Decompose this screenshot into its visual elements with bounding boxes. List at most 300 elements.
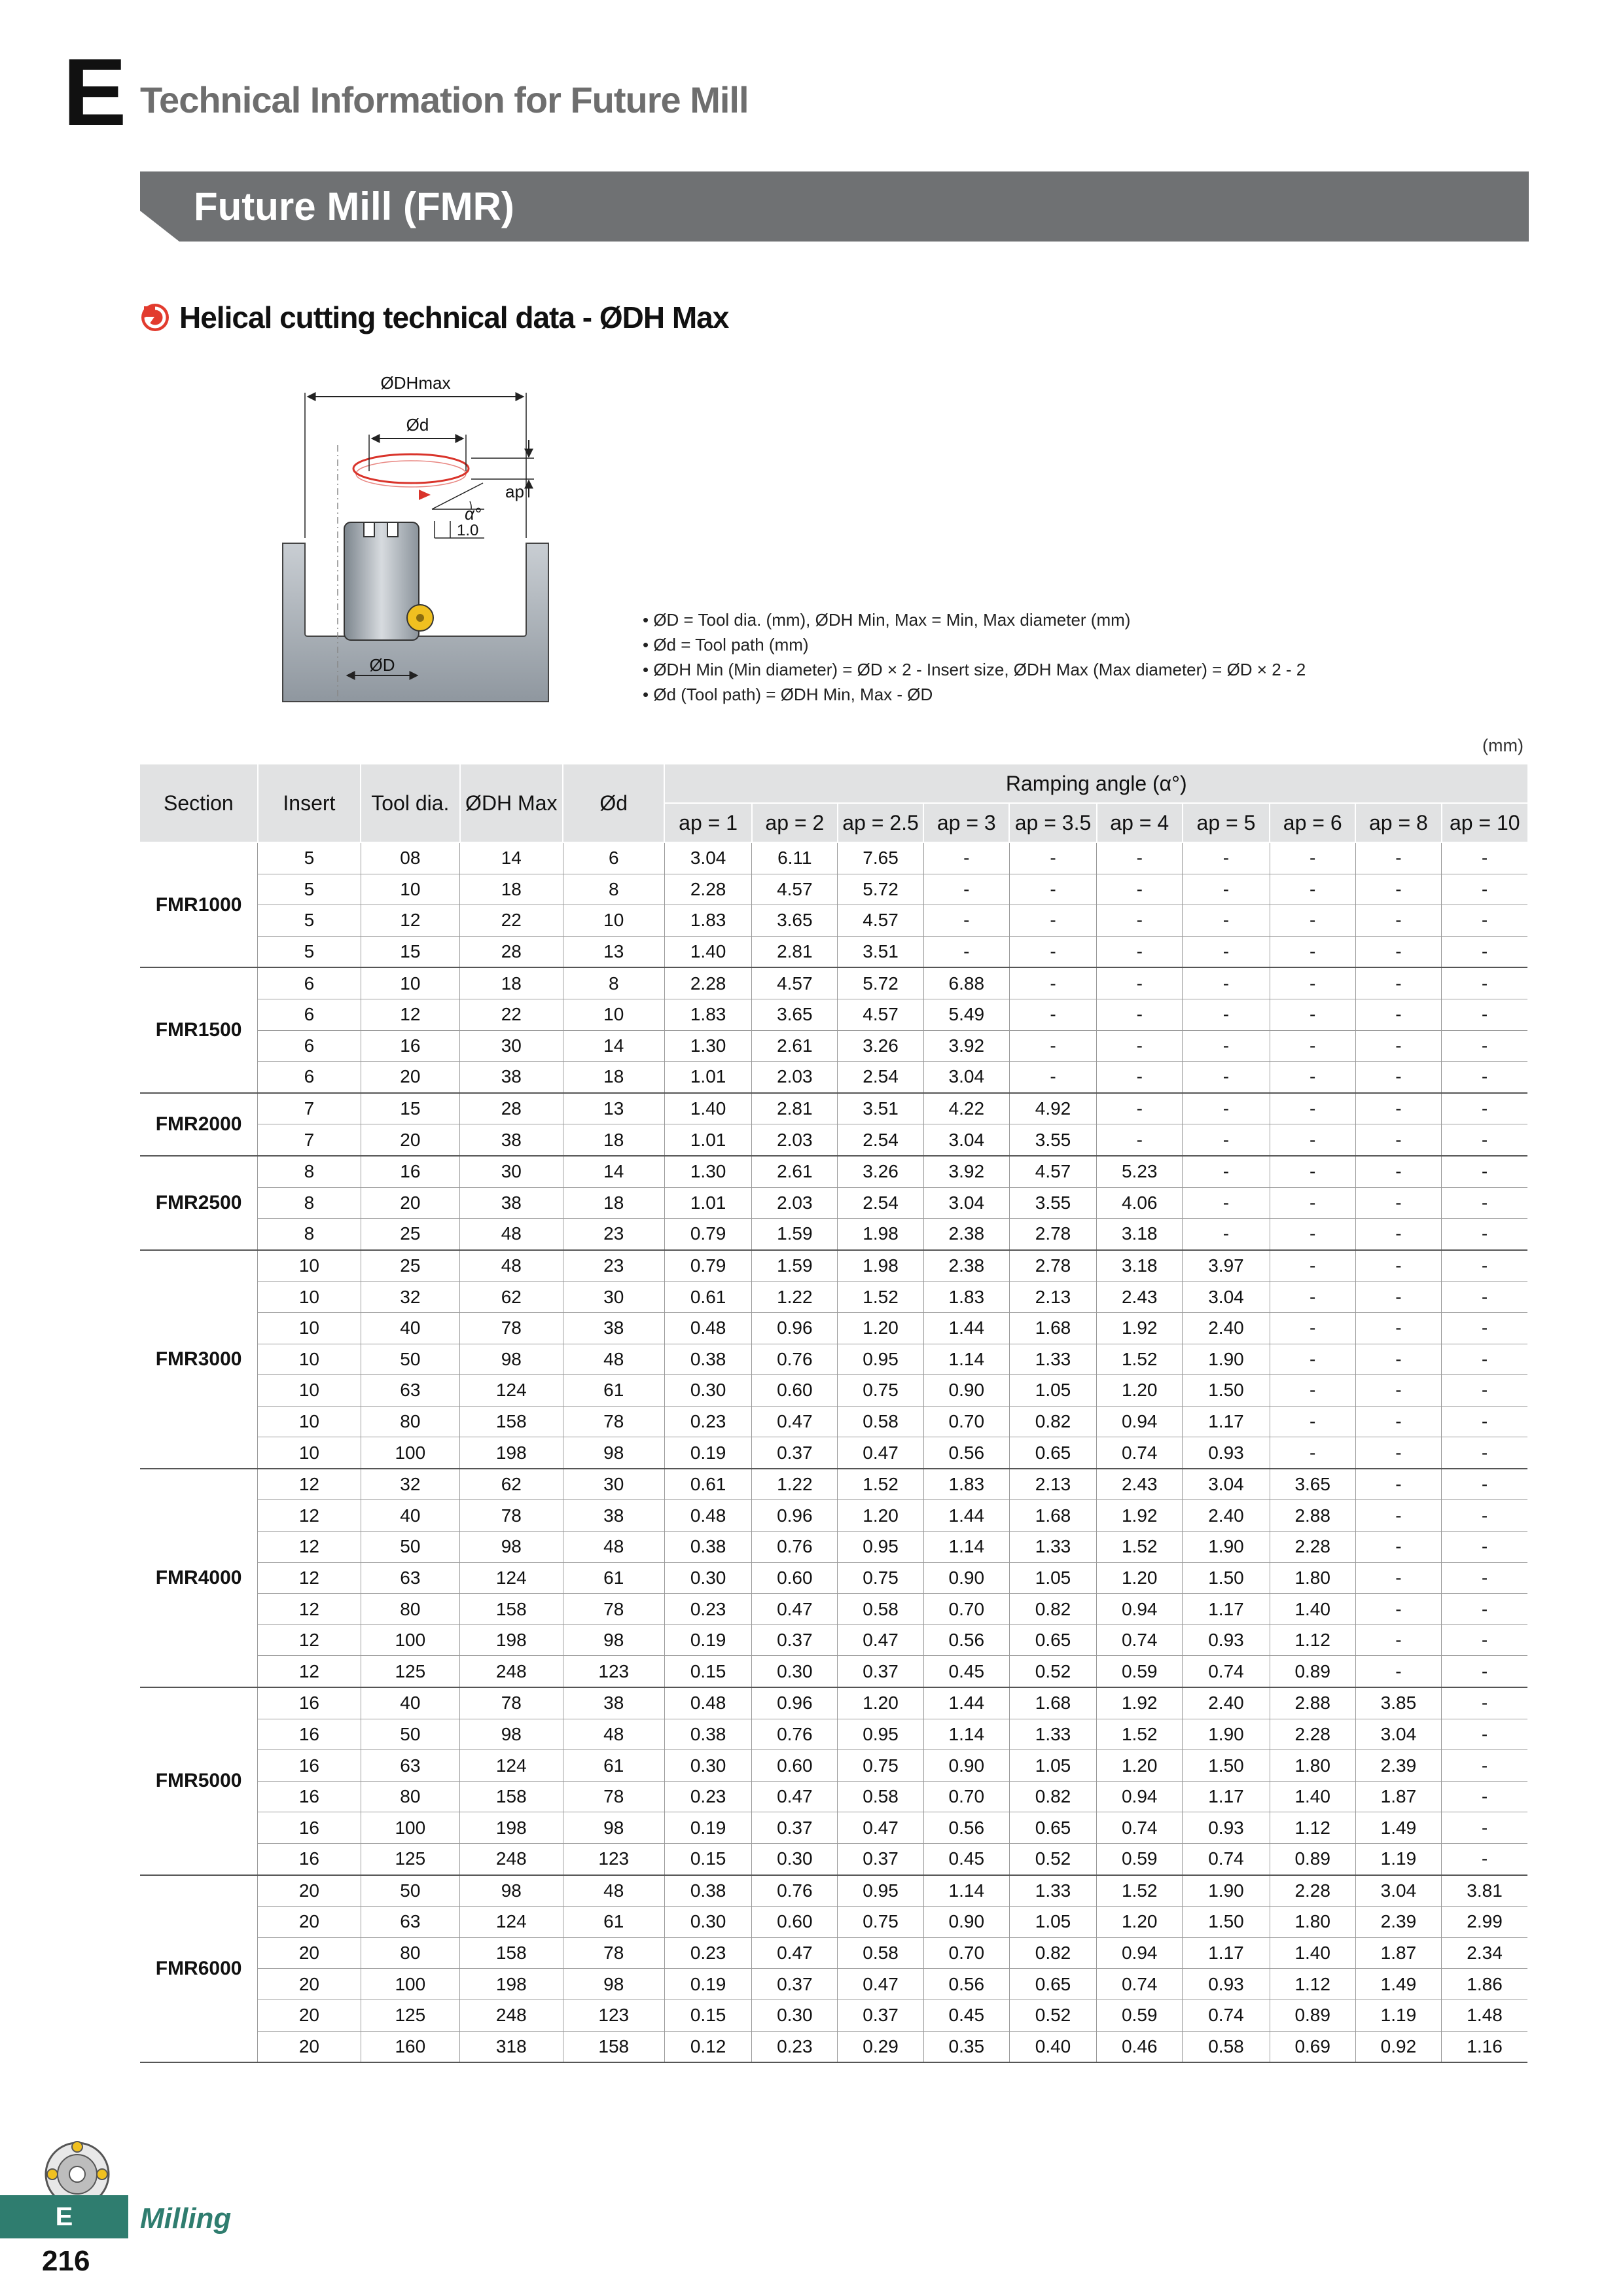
table-cell: 98: [460, 1344, 563, 1375]
table-cell: 1.98: [838, 1219, 923, 1250]
diagram-label-alpha: α°: [465, 504, 482, 524]
diagram-label-d-path: Ød: [406, 415, 429, 435]
table-cell: -: [1355, 874, 1441, 905]
table-cell: 80: [361, 1937, 459, 1969]
table-cell: 0.37: [752, 1624, 838, 1656]
table-cell: 0.96: [752, 1500, 838, 1532]
table-cell: 10: [258, 1250, 361, 1282]
table-cell: 5: [258, 874, 361, 905]
table-cell: 0.47: [838, 1437, 923, 1469]
table-cell: 158: [563, 2031, 664, 2062]
table-cell: 1.33: [1009, 1875, 1096, 1907]
table-cell: -: [1270, 1030, 1355, 1062]
table-cell: 1.50: [1183, 1375, 1270, 1407]
header-tool-dia: Tool dia.: [361, 764, 459, 842]
table-cell: 50: [361, 1344, 459, 1375]
table-cell: 0.23: [664, 1594, 751, 1625]
table-cell: 2.40: [1183, 1312, 1270, 1344]
table-cell: 0.37: [752, 1437, 838, 1469]
table-cell: 4.57: [752, 967, 838, 999]
table-cell: -: [1009, 1030, 1096, 1062]
table-cell: 1.52: [1097, 1875, 1183, 1907]
footer-category: Milling: [140, 2202, 232, 2234]
table-cell: 3.65: [1270, 1469, 1355, 1500]
table-cell: 20: [258, 1937, 361, 1969]
table-row: [140, 1437, 1527, 1469]
table-cell: 3.04: [923, 1187, 1009, 1219]
table-cell: 78: [563, 1594, 664, 1625]
table-cell: 10: [258, 1282, 361, 1313]
table-cell: 80: [361, 1781, 459, 1812]
header-ap: ap = 3: [923, 803, 1009, 842]
table-cell: 0.82: [1009, 1937, 1096, 1969]
table-cell: -: [1442, 1124, 1527, 1156]
table-cell: 10: [258, 1375, 361, 1407]
table-cell: 12: [258, 1656, 361, 1687]
table-cell: 38: [460, 1187, 563, 1219]
table-row: [140, 1469, 1527, 1500]
table-cell: 1.12: [1270, 1812, 1355, 1844]
table-cell: 2.03: [752, 1062, 838, 1093]
table-cell: -: [1270, 1437, 1355, 1469]
section-letter: E: [63, 39, 124, 145]
table-cell: 0.60: [752, 1375, 838, 1407]
table-cell: 1.14: [923, 1532, 1009, 1563]
table-cell: 0.30: [752, 1844, 838, 1875]
table-cell: 2.81: [752, 1093, 838, 1124]
table-cell: -: [1270, 1250, 1355, 1282]
header-ap: ap = 6: [1270, 803, 1355, 842]
table-cell: -: [1183, 842, 1270, 874]
table-cell: 3.51: [838, 1093, 923, 1124]
table-cell: 0.75: [838, 1907, 923, 1938]
table-cell: -: [1270, 1187, 1355, 1219]
table-cell: 1.20: [838, 1312, 923, 1344]
table-cell: 0.56: [923, 1624, 1009, 1656]
table-cell: 16: [258, 1750, 361, 1782]
table-cell: -: [1097, 874, 1183, 905]
table-cell: 0.76: [752, 1719, 838, 1750]
table-cell: -: [1442, 1844, 1527, 1875]
table-cell: -: [1442, 936, 1527, 967]
table-cell: 1.20: [1097, 1750, 1183, 1782]
table-cell: 2.40: [1183, 1500, 1270, 1532]
table-cell: 0.23: [664, 1406, 751, 1437]
table-cell: 0.74: [1183, 2000, 1270, 2031]
table-row: [140, 999, 1527, 1030]
table-cell: 158: [460, 1406, 563, 1437]
table-cell: -: [1355, 1282, 1441, 1313]
table-cell: -: [1355, 1344, 1441, 1375]
table-cell: 0.74: [1097, 1624, 1183, 1656]
table-cell: 0.95: [838, 1532, 923, 1563]
table-cell: 2.28: [1270, 1532, 1355, 1563]
table-cell: 1.50: [1183, 1907, 1270, 1938]
table-cell: 1.19: [1355, 1844, 1441, 1875]
table-cell: 0.45: [923, 2000, 1009, 2031]
table-cell: 78: [563, 1937, 664, 1969]
table-cell: 12: [258, 1624, 361, 1656]
table-cell: 0.47: [752, 1406, 838, 1437]
table-cell: 22: [460, 905, 563, 937]
table-cell: -: [1355, 1219, 1441, 1250]
table-cell: -: [1009, 842, 1096, 874]
table-cell: -: [1355, 1656, 1441, 1687]
table-cell: -: [1097, 1030, 1183, 1062]
table-cell: -: [1442, 1624, 1527, 1656]
table-cell: 123: [563, 1844, 664, 1875]
table-cell: -: [1270, 1406, 1355, 1437]
table-cell: 0.52: [1009, 1656, 1096, 1687]
table-row: [140, 1562, 1527, 1594]
table-cell: 2.88: [1270, 1687, 1355, 1719]
table-cell: 10: [361, 967, 459, 999]
table-cell: 0.19: [664, 1812, 751, 1844]
table-cell: 98: [460, 1719, 563, 1750]
table-cell: 32: [361, 1282, 459, 1313]
table-cell: 0.45: [923, 1844, 1009, 1875]
table-cell: 0.70: [923, 1594, 1009, 1625]
diagram-label-tool-dia: ØD: [369, 655, 395, 675]
table-cell: 3.65: [752, 999, 838, 1030]
table-cell: 12: [258, 1469, 361, 1500]
table-cell: 1.68: [1009, 1687, 1096, 1719]
table-cell: 30: [563, 1282, 664, 1313]
table-cell: 61: [563, 1907, 664, 1938]
table-row: [140, 1781, 1527, 1812]
table-cell: 0.75: [838, 1375, 923, 1407]
table-cell: 40: [361, 1500, 459, 1532]
table-cell: 98: [460, 1532, 563, 1563]
header-ramping-angle: Ramping angle (α°): [664, 764, 1527, 803]
table-cell: 10: [563, 905, 664, 937]
table-cell: -: [1355, 1030, 1441, 1062]
table-cell: 50: [361, 1875, 459, 1907]
table-cell: 38: [563, 1687, 664, 1719]
table-cell: -: [1355, 967, 1441, 999]
table-cell: 14: [563, 1156, 664, 1187]
table-cell: 0.48: [664, 1500, 751, 1532]
table-cell: 2.34: [1442, 1937, 1527, 1969]
table-cell: -: [1355, 1312, 1441, 1344]
table-row: [140, 842, 1527, 874]
table-cell: 0.96: [752, 1312, 838, 1344]
table-cell: 4.22: [923, 1093, 1009, 1124]
table-cell: 1.33: [1009, 1532, 1096, 1563]
table-row: [140, 1624, 1527, 1656]
table-row: [140, 1687, 1527, 1719]
table-cell: 0.58: [838, 1406, 923, 1437]
table-cell: -: [1355, 1093, 1441, 1124]
table-cell: 4.57: [838, 905, 923, 937]
table-cell: 0.30: [664, 1375, 751, 1407]
table-cell: -: [1097, 842, 1183, 874]
table-cell: 1.83: [664, 905, 751, 937]
table-cell: 3.04: [664, 842, 751, 874]
table-cell: 2.43: [1097, 1282, 1183, 1313]
table-row: [140, 1062, 1527, 1093]
table-cell: 0.19: [664, 1437, 751, 1469]
table-cell: 3.85: [1355, 1687, 1441, 1719]
note-line: • Ød (Tool path) = ØDH Min, Max - ØD: [643, 685, 933, 704]
table-cell: 198: [460, 1969, 563, 2000]
table-cell: 1.44: [923, 1312, 1009, 1344]
table-cell: 318: [460, 2031, 563, 2062]
table-cell: 12: [258, 1594, 361, 1625]
table-cell: 1.68: [1009, 1500, 1096, 1532]
table-cell: 18: [563, 1062, 664, 1093]
section-cell: FMR5000: [140, 1687, 258, 1875]
table-row: [140, 1250, 1527, 1282]
table-cell: 1.20: [1097, 1562, 1183, 1594]
table-cell: 1.14: [923, 1344, 1009, 1375]
arrow-circle-icon: [140, 302, 170, 332]
table-cell: 0.95: [838, 1344, 923, 1375]
table-cell: 0.76: [752, 1344, 838, 1375]
table-cell: -: [1442, 967, 1527, 999]
table-cell: 248: [460, 2000, 563, 2031]
table-cell: -: [1183, 874, 1270, 905]
table-cell: 0.30: [664, 1750, 751, 1782]
table-row: [140, 874, 1527, 905]
table-cell: 20: [361, 1187, 459, 1219]
table-cell: 4.92: [1009, 1093, 1096, 1124]
table-cell: 0.74: [1183, 1656, 1270, 1687]
section-cell: FMR6000: [140, 1875, 258, 2063]
table-cell: 1.59: [752, 1250, 838, 1282]
table-cell: 0.30: [664, 1907, 751, 1938]
table-cell: -: [1355, 1500, 1441, 1532]
table-cell: 2.43: [1097, 1469, 1183, 1500]
table-cell: 0.38: [664, 1344, 751, 1375]
table-cell: -: [1097, 1124, 1183, 1156]
table-cell: 2.28: [664, 874, 751, 905]
table-cell: 1.14: [923, 1719, 1009, 1750]
table-cell: 0.70: [923, 1406, 1009, 1437]
table-cell: 1.90: [1183, 1532, 1270, 1563]
table-cell: -: [923, 842, 1009, 874]
table-cell: 3.97: [1183, 1250, 1270, 1282]
table-cell: 1.17: [1183, 1594, 1270, 1625]
table-row: [140, 1219, 1527, 1250]
table-cell: 8: [563, 967, 664, 999]
table-cell: 1.20: [1097, 1375, 1183, 1407]
table-cell: 0.65: [1009, 1624, 1096, 1656]
table-cell: 2.54: [838, 1062, 923, 1093]
table-cell: 4.06: [1097, 1187, 1183, 1219]
table-cell: 78: [460, 1687, 563, 1719]
table-cell: 48: [563, 1875, 664, 1907]
table-cell: 1.83: [664, 999, 751, 1030]
table-cell: 3.51: [838, 936, 923, 967]
table-cell: 48: [563, 1719, 664, 1750]
table-cell: 0.35: [923, 2031, 1009, 2062]
table-cell: 0.92: [1355, 2031, 1441, 2062]
table-cell: 10: [258, 1406, 361, 1437]
table-cell: 50: [361, 1532, 459, 1563]
table-cell: 0.89: [1270, 1656, 1355, 1687]
table-row: [140, 1969, 1527, 2000]
table-cell: 0.37: [838, 1844, 923, 1875]
table-row: [140, 1124, 1527, 1156]
table-cell: 0.23: [752, 2031, 838, 2062]
table-cell: -: [1442, 842, 1527, 874]
table-cell: 0.56: [923, 1812, 1009, 1844]
table-row: [140, 1187, 1527, 1219]
table-cell: 5.49: [923, 999, 1009, 1030]
table-cell: 1.87: [1355, 1937, 1441, 1969]
table-cell: 0.75: [838, 1750, 923, 1782]
table-row: [140, 905, 1527, 937]
table-cell: -: [1009, 999, 1096, 1030]
table-cell: 6: [258, 967, 361, 999]
table-cell: 0.19: [664, 1624, 751, 1656]
table-cell: 0.56: [923, 1437, 1009, 1469]
table-cell: 1.12: [1270, 1969, 1355, 2000]
table-cell: 0.58: [838, 1781, 923, 1812]
table-cell: 0.47: [752, 1937, 838, 1969]
table-cell: -: [1183, 905, 1270, 937]
table-cell: 0.76: [752, 1875, 838, 1907]
table-cell: -: [1097, 905, 1183, 937]
table-cell: 0.15: [664, 1656, 751, 1687]
table-cell: 2.88: [1270, 1500, 1355, 1532]
table-cell: 23: [563, 1250, 664, 1282]
table-cell: -: [1442, 1687, 1527, 1719]
table-cell: 3.04: [923, 1062, 1009, 1093]
table-cell: 3.04: [1355, 1875, 1441, 1907]
table-cell: 0.69: [1270, 2031, 1355, 2062]
table-cell: -: [1270, 1124, 1355, 1156]
table-cell: 1.90: [1183, 1344, 1270, 1375]
table-cell: 0.47: [752, 1594, 838, 1625]
table-cell: -: [1097, 936, 1183, 967]
table-cell: -: [1442, 874, 1527, 905]
table-cell: -: [1442, 1375, 1527, 1407]
table-cell: 2.28: [664, 967, 751, 999]
table-row: [140, 1594, 1527, 1625]
table-cell: -: [1183, 1124, 1270, 1156]
formula-notes: [643, 607, 1363, 707]
table-cell: 1.20: [1097, 1907, 1183, 1938]
table-cell: 1.40: [1270, 1781, 1355, 1812]
table-cell: 0.19: [664, 1969, 751, 2000]
table-cell: 6.88: [923, 967, 1009, 999]
table-cell: 48: [460, 1250, 563, 1282]
table-cell: 13: [563, 936, 664, 967]
table-cell: 1.05: [1009, 1750, 1096, 1782]
table-cell: 62: [460, 1469, 563, 1500]
table-row: [140, 1750, 1527, 1782]
table-cell: 0.52: [1009, 2000, 1096, 2031]
table-cell: 0.65: [1009, 1969, 1096, 2000]
table-cell: 0.59: [1097, 1844, 1183, 1875]
table-cell: -: [1355, 1532, 1441, 1563]
table-cell: -: [1270, 1156, 1355, 1187]
table-cell: 1.68: [1009, 1312, 1096, 1344]
subheading-text: Helical cutting technical data - ØDH Max: [179, 300, 729, 334]
table-cell: 8: [258, 1219, 361, 1250]
table-cell: 1.14: [923, 1875, 1009, 1907]
table-cell: 2.54: [838, 1187, 923, 1219]
table-cell: 1.01: [664, 1124, 751, 1156]
table-cell: -: [1270, 1375, 1355, 1407]
table-cell: 61: [563, 1750, 664, 1782]
table-cell: 1.17: [1183, 1781, 1270, 1812]
table-cell: 0.82: [1009, 1406, 1096, 1437]
table-row: [140, 2000, 1527, 2031]
table-cell: 1.90: [1183, 1875, 1270, 1907]
table-cell: 6.11: [752, 842, 838, 874]
table-cell: -: [1442, 1532, 1527, 1563]
table-cell: -: [1183, 1187, 1270, 1219]
table-cell: 1.16: [1442, 2031, 1527, 2062]
table-cell: 8: [258, 1156, 361, 1187]
table-cell: 100: [361, 1969, 459, 2000]
table-cell: 2.13: [1009, 1282, 1096, 1313]
table-cell: 38: [563, 1312, 664, 1344]
table-cell: 1.33: [1009, 1344, 1096, 1375]
table-cell: 1.98: [838, 1250, 923, 1282]
table-cell: 0.94: [1097, 1594, 1183, 1625]
table-cell: 158: [460, 1937, 563, 1969]
header-insert: Insert: [258, 764, 361, 842]
table-cell: -: [1183, 1156, 1270, 1187]
table-cell: 1.83: [923, 1469, 1009, 1500]
table-cell: 3.04: [1183, 1469, 1270, 1500]
table-cell: -: [923, 936, 1009, 967]
table-cell: 62: [460, 1282, 563, 1313]
table-cell: 78: [563, 1781, 664, 1812]
table-cell: -: [1270, 874, 1355, 905]
header-ap: ap = 8: [1355, 803, 1441, 842]
table-cell: 0.76: [752, 1532, 838, 1563]
table-cell: 2.28: [1270, 1875, 1355, 1907]
table-cell: -: [1183, 1062, 1270, 1093]
table-cell: 2.28: [1270, 1719, 1355, 1750]
diagram-label-dhmax: ØDHmax: [380, 373, 451, 393]
table-cell: 198: [460, 1437, 563, 1469]
table-row: [140, 1844, 1527, 1875]
table-cell: 0.93: [1183, 1624, 1270, 1656]
table-cell: 124: [460, 1562, 563, 1594]
table-cell: 12: [258, 1500, 361, 1532]
table-cell: 3.04: [1183, 1282, 1270, 1313]
table-cell: -: [1097, 967, 1183, 999]
table-cell: 7.65: [838, 842, 923, 874]
table-cell: 38: [563, 1500, 664, 1532]
table-cell: -: [1442, 1156, 1527, 1187]
table-cell: -: [1270, 1219, 1355, 1250]
table-cell: 5.23: [1097, 1156, 1183, 1187]
table-cell: -: [1097, 999, 1183, 1030]
table-body: [140, 842, 1527, 2062]
table-cell: 1.59: [752, 1219, 838, 1250]
table-cell: 40: [361, 1687, 459, 1719]
table-cell: 1.40: [1270, 1937, 1355, 1969]
table-cell: 0.40: [1009, 2031, 1096, 2062]
table-cell: 1.05: [1009, 1562, 1096, 1594]
table-cell: -: [1183, 1093, 1270, 1124]
table-cell: 3.18: [1097, 1219, 1183, 1250]
table-cell: 98: [563, 1812, 664, 1844]
table-cell: 1.90: [1183, 1719, 1270, 1750]
table-cell: 2.38: [923, 1250, 1009, 1282]
table-cell: 2.54: [838, 1124, 923, 1156]
table-row: [140, 1093, 1527, 1124]
table-cell: 6: [258, 999, 361, 1030]
table-cell: 1.49: [1355, 1969, 1441, 2000]
